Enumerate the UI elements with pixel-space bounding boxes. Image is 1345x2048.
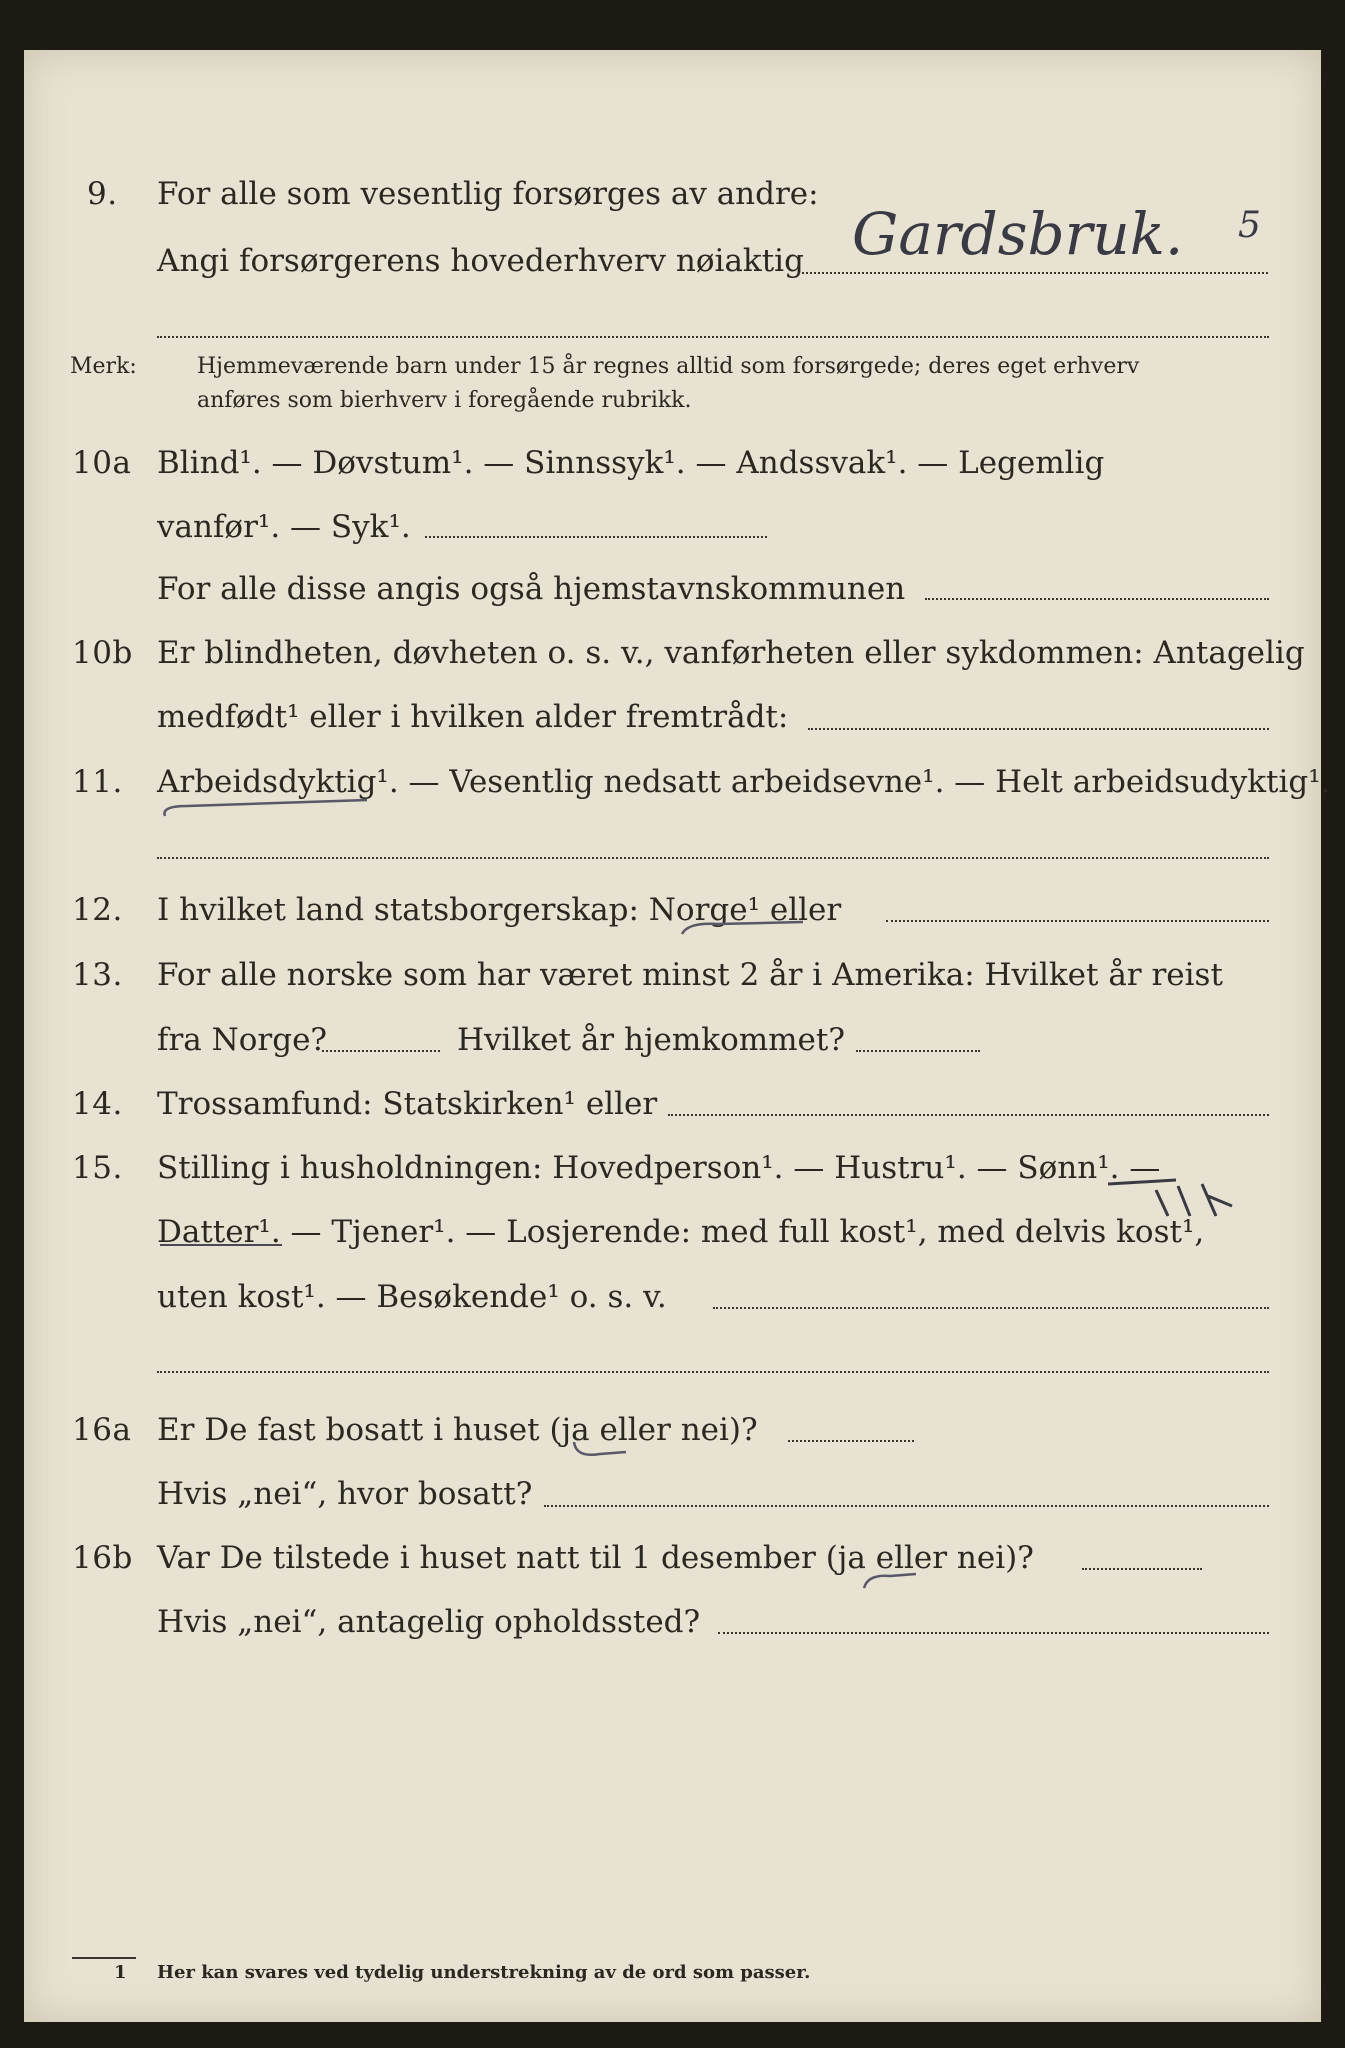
footnote-text: Her kan svares ved tydelig understrekning av de ord som passer. xyxy=(157,1962,811,1983)
q10a-hjemstavn-line xyxy=(925,598,1269,600)
q11-number: 11. xyxy=(72,764,123,800)
footnote-rule xyxy=(72,1957,136,1959)
footnote-marker: 1 xyxy=(114,1962,127,1983)
q15-line1: Stilling i husholdningen: Hovedperson¹. — Hustru¹. — Sønn¹. — xyxy=(157,1150,1161,1186)
q10a-number: 10a xyxy=(72,445,132,481)
q13-reist-line xyxy=(322,1050,440,1052)
q15-sonn-mark xyxy=(1106,1172,1236,1220)
q16a-answer-line xyxy=(788,1440,914,1442)
q10b-answer-line xyxy=(808,728,1269,730)
q15-number: 15. xyxy=(72,1150,123,1186)
q10a-line2: vanfør¹. — Syk¹. xyxy=(157,509,411,545)
q16a-number: 16a xyxy=(72,1412,132,1448)
q10b-number: 10b xyxy=(72,635,133,671)
q16b-line2: Hvis „nei“, antagelig opholdssted? xyxy=(157,1604,701,1640)
q10a-syk-line xyxy=(425,536,767,538)
q12-line1: I hvilket land statsborgerskap: Norge¹ eller xyxy=(157,892,842,928)
q16a-line1: Er De fast bosatt i huset (ja eller nei)? xyxy=(157,1412,758,1448)
q15-answer-line xyxy=(713,1307,1269,1309)
q13-hjemkommet-line xyxy=(856,1050,980,1052)
q13-line1: For alle norske som har været minst 2 år i Amerika: Hvilket år reist xyxy=(157,957,1223,993)
q16a-line2: Hvis „nei“, hvor bosatt? xyxy=(157,1476,533,1512)
q16a-ja-underline-mark xyxy=(570,1438,630,1464)
q14-answer-line xyxy=(668,1114,1269,1116)
q16a-bosatt-line xyxy=(544,1505,1269,1507)
q13-line2a: fra Norge? xyxy=(157,1022,328,1058)
q12-underline-mark xyxy=(678,918,808,940)
q11-line1: Arbeidsdyktig¹. — Vesentlig nedsatt arbeidsevne¹. — Helt arbeidsudyktig¹. xyxy=(157,764,1331,800)
q9-handwritten-answer: Gardsbruk. xyxy=(852,200,1184,268)
q11-underline-mark xyxy=(157,796,377,826)
q14-line1: Trossamfund: Statskirken¹ eller xyxy=(157,1086,658,1122)
q15-datter-underline xyxy=(160,1244,282,1246)
q16b-opholdssted-line xyxy=(718,1632,1269,1634)
q9-handwritten-code: 5 xyxy=(1238,205,1261,246)
q9-extra-line xyxy=(157,336,1269,338)
q9-line2: Angi forsørgerens hovederhverv nøiaktig xyxy=(157,243,804,279)
merk-line2: anføres som bierhverv i foregående rubrikk. xyxy=(197,388,692,413)
q16b-ja-underline-mark xyxy=(860,1566,920,1592)
merk-line1: Hjemmeværende barn under 15 år regnes alltid som forsørgede; deres eget erhverv xyxy=(197,354,1140,379)
q10b-line2: medfødt¹ eller i hvilken alder fremtrådt: xyxy=(157,699,789,735)
q14-number: 14. xyxy=(72,1086,123,1122)
q16b-answer-line xyxy=(1082,1568,1202,1570)
q10b-line1: Er blindheten, døvheten o. s. v., vanførheten eller sykdommen: Antagelig xyxy=(157,635,1305,671)
merk-label: Merk: xyxy=(70,354,137,379)
q11-extra-line xyxy=(157,857,1269,859)
q15-line2: Datter¹. — Tjener¹. — Losjerende: med full kost¹, med delvis kost¹, xyxy=(157,1214,1205,1250)
q16b-number: 16b xyxy=(72,1540,133,1576)
q16b-line1: Var De tilstede i huset natt til 1 desember (ja eller nei)? xyxy=(157,1540,1034,1576)
q12-answer-line xyxy=(886,920,1269,922)
q10a-line1: Blind¹. — Døvstum¹. — Sinnssyk¹. — Andssvak¹. — Legemlig xyxy=(157,445,1105,481)
q9-number: 9. xyxy=(87,176,118,212)
q12-number: 12. xyxy=(72,892,123,928)
q13-line2b: Hvilket år hjemkommet? xyxy=(457,1022,845,1058)
q15-line3: uten kost¹. — Besøkende¹ o. s. v. xyxy=(157,1279,667,1315)
q13-number: 13. xyxy=(72,957,123,993)
q9-answer-line xyxy=(798,272,1268,274)
q10a-line3: For alle disse angis også hjemstavnskommunen xyxy=(157,571,906,607)
q9-line1: For alle som vesentlig forsørges av andre: xyxy=(157,176,819,212)
q15-extra-line xyxy=(157,1371,1269,1373)
